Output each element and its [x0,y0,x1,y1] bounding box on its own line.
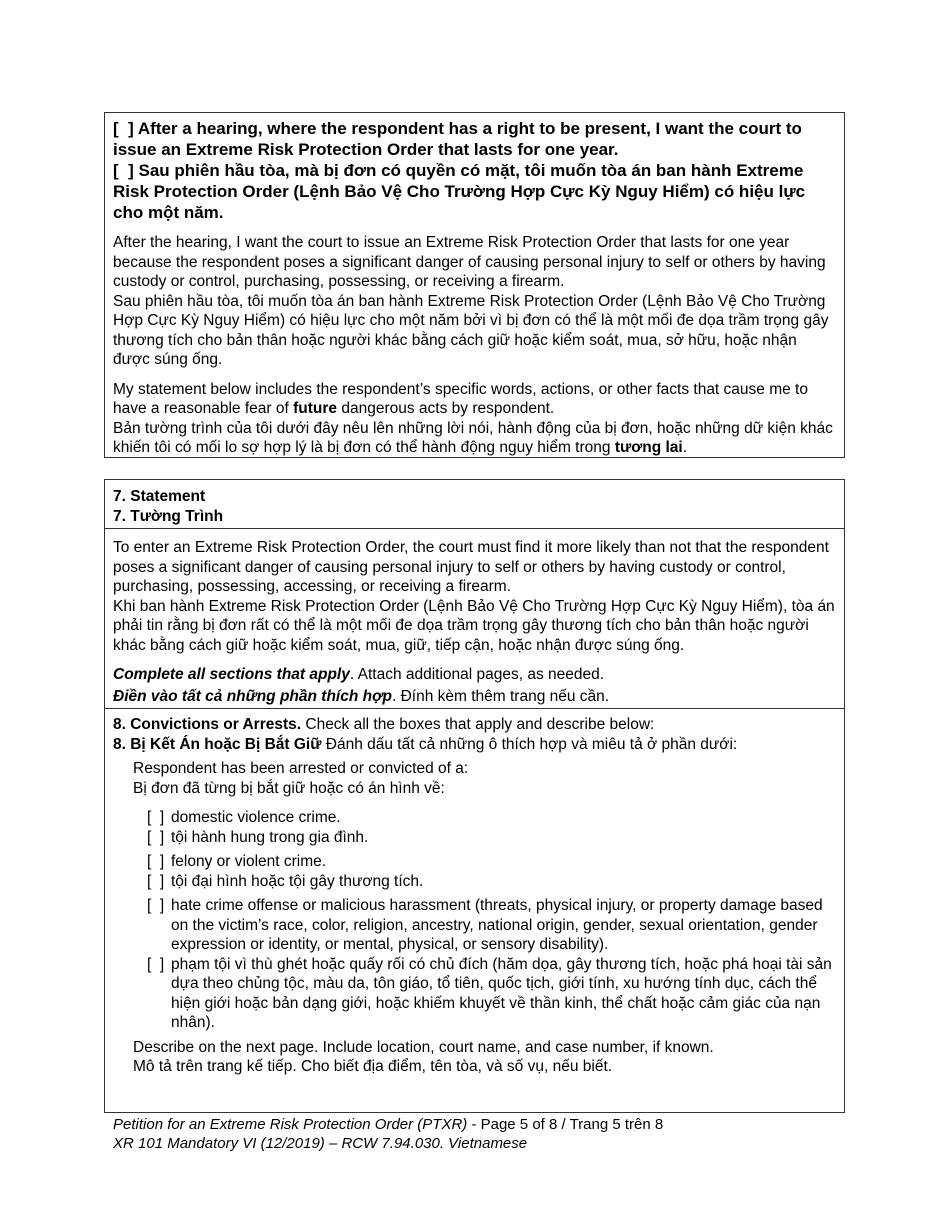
felony-checkbox[interactable]: [ ] [147,853,165,870]
domestic-violence-checkbox-vi[interactable]: [ ] [147,828,165,846]
describe-instruction-vi: Mô tả trên trang kế tiếp. Cho biết địa điểm, tên tòa, và số vụ, nếu biết. [133,1058,613,1075]
one-year-option-vi [113,160,836,223]
one-year-heading-vi: Sau phiên hầu tòa, mà bị đơn có quyền có mặt, tôi muốn tòa án ban hành Extreme Risk Protection Order (Lệnh Bảo Vệ Cho Trường Hợp Cực Kỳ Nguy Hiểm) có hiệu lực cho một năm. [113,161,806,222]
section8-lead-en: Respondent has been arrested or convicted of a: [133,760,469,777]
footer-form-title: Petition for an Extreme Risk Protection Order (PTXR) - Page 5 of 8 / Trang 5 trên 8 [113,1116,664,1133]
one-year-paragraph-en: After the hearing, I want the court to issue an Extreme Risk Protection Order that lasts for one year because the respondent poses a significant danger of causing personal injury to self or others by having custody or control, purchasing, possessing, or receiving a firearm. [113,234,826,290]
one-year-order-box [104,112,845,458]
section8-title-vi: 8. Bị Kết Án hoặc Bị Bắt Giữ Đánh dấu tất cả những ô thích hợp và miêu tả ở phần dưới: [113,735,738,753]
list-item: [ ] felony or violent crime. [ ] tội đại hình hoặc tội gây thương tích. [147,853,424,890]
list-item: [ ] domestic violence crime. [ ] tội hành hung trong gia đình. [147,809,369,846]
section7-intro-en: To enter an Extreme Risk Protection Order, the court must find it more likely than not that the respondent poses a significant danger of causing personal injury to self or others by having custody or control, purchasing, possessing, accessing, or receiving a firearm. [113,539,829,595]
section7-intro-vi: Khi ban hành Extreme Risk Protection Order (Lệnh Bảo Vệ Cho Trường Hợp Cực Kỳ Nguy Hiểm), tòa án phải tin rằng bị đơn rất có thể là một mối đe dọa trầm trọng gây thương tích cho bản thân hoặc người khác bằng cách giữ hoặc kiểm soát, mua, giữ, tiếp cận, hoặc nhận được súng ống. [113,597,835,654]
one-year-option-en [113,118,836,160]
section8-title-en: 8. Convictions or Arrests. Check all the boxes that apply and describe below: [113,716,655,733]
statement-note-en: My statement below includes the respondent’s specific words, actions, or other facts that cause me to have a reasonable fear of future dangerous acts by respondent. [113,380,808,417]
section7-title-en: 7. Statement [113,488,206,505]
complete-sections-vi: Điền vào tất cả những phần thích hợp. Đính kèm thêm trang nếu cần. [113,687,610,705]
domestic-violence-checkbox[interactable]: [ ] [147,809,165,826]
one-year-checkbox-vi[interactable]: [ ] [113,161,134,180]
footer-form-code: XR 101 Mandatory VI (12/2019) – RCW 7.94.030. Vietnamese [113,1135,528,1152]
one-year-checkbox[interactable]: [ ] [113,119,134,138]
section8-lead-vi: Bị đơn đã từng bị bắt giữ hoặc có án hình về: [133,779,445,797]
list-item: [ ] hate crime offense or malicious harassment (threats, physical injury, or property damage based on the victim’s race, color, religion, ancestry, national origin, gender, sexual orientation, gender expression or identity, or mental, physical, or sensory disability). [ ] phạm tội vì thù ghét hoặc quấy rối có chủ đích (hăm dọa, gây thương tích, hoặc phá hoại tài sản dựa theo chủng tộc, màu da, tôn giáo, tổ tiên, quốc tịch, giới tính, xu hướng tính dục, cách thể hiện giới hoặc bản dạng giới, hoặc khiếm khuyết về thần kinh, thể chất hoặc cảm giác của nạn nhân). [147,897,832,1031]
statement-box [104,479,845,1113]
hate-crime-checkbox-vi[interactable]: [ ] [147,955,165,973]
felony-checkbox-vi[interactable]: [ ] [147,872,165,890]
one-year-paragraph-vi: Sau phiên hầu tòa, tôi muốn tòa án ban hành Extreme Risk Protection Order (Lệnh Bảo Vệ Cho Trường Hợp Cực Kỳ Nguy Hiểm) có hiệu lực cho một năm bởi vì bị đơn có thể là một mối đe dọa trầm trọng gây thương tích cho bản thân hoặc người khác bằng cách giữ hoặc kiểm soát, mua, sở hữu, hoặc nhận được súng ống. [113,292,829,368]
hate-crime-checkbox[interactable]: [ ] [147,897,165,914]
describe-instruction-en: Describe on the next page. Include location, court name, and case number, if known. [133,1038,714,1056]
section7-title-vi: 7. Tường Trình [113,507,224,525]
page-footer [113,1115,663,1153]
statement-note-vi: Bản tường trình của tôi dưới đây nêu lên những lời nói, hành động của bị đơn, hoặc những dữ kiện khác khiến tôi có mối lo sợ hợp lý là bị đơn có thể hành động nguy hiểm trong tương lai. [113,419,833,456]
complete-sections-en: Complete all sections that apply. Attach additional pages, as needed. [113,666,605,683]
one-year-heading-en: After a hearing, where the respondent has a right to be present, I want the court to issue an Extreme Risk Protection Order that lasts for one year. [113,119,802,159]
